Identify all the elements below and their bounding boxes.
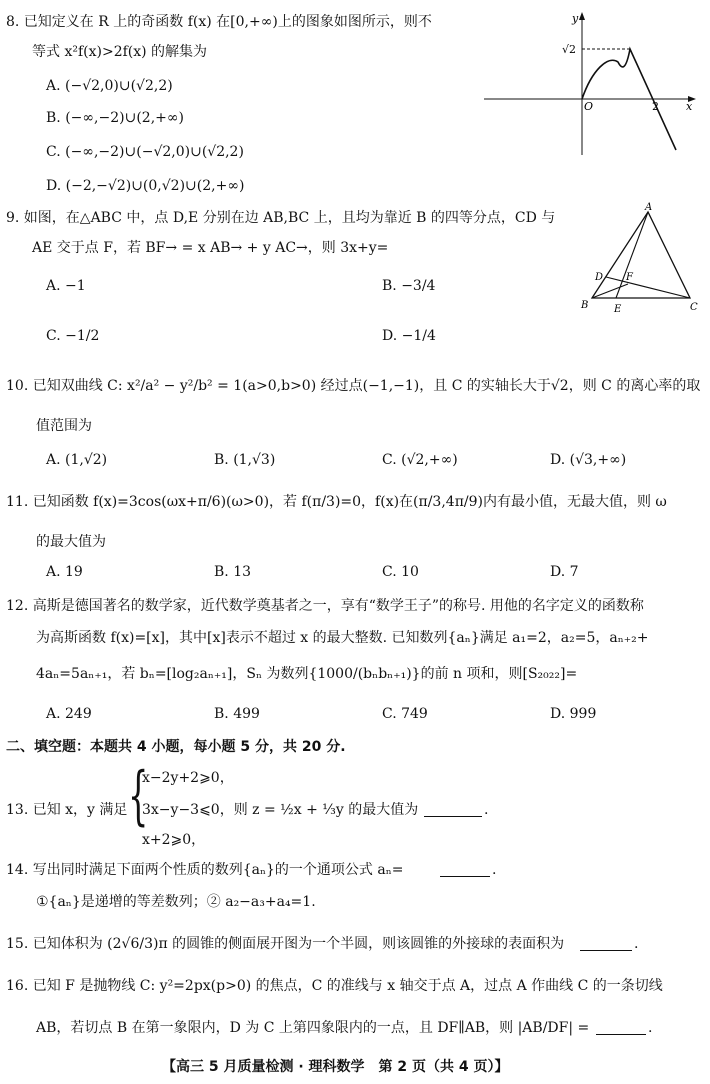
q10-option-a: A. (1,√2) [46,452,108,468]
point-b-label: B [581,300,589,311]
q16-period: . [648,1020,653,1036]
y-axis-label: y [572,12,579,25]
q13-brace: { [128,759,149,833]
page-footer: 【高三 5 月质量检测 · 理科数学 第 2 页（共 4 页）】 [162,1059,509,1075]
q12-line3: 4aₙ=5aₙ₊₁，若 bₙ=[log₂aₙ₊₁]，Sₙ 为数列{1000/(bₙbₙ₊₁)}的前 n 项和，则[S₂₀₂₂]= [36,666,578,682]
q13-answer-blank [424,802,482,817]
q12-line1: 12. 高斯是德国著名的数学家，近代数学奠基者之一，享有“数学王子”的称号. 用他的名字定义的函数称 [6,598,644,614]
q11-option-c: C. 10 [382,564,419,580]
q9-line2: AE 交于点 F，若 BF→ = x AB→ + y AC→，则 3x+y= [32,240,389,256]
q8-function-graph [480,10,698,160]
q13-period: . [484,802,489,818]
point-a-label: A [645,202,653,213]
point-d-label: D [595,272,604,283]
q12-option-b: B. 499 [214,706,260,722]
q11-option-d: D. 7 [550,564,579,580]
section-heading: 二、填空题：本题共 4 小题，每小题 5 分，共 20 分. [6,739,346,755]
q10-option-d: D. (√3,+∞) [550,452,627,468]
x-tick-label: 2 [652,100,659,113]
segment-ae [616,212,648,298]
x-axis-label: x [686,100,693,113]
q11-option-a: A. 19 [46,564,83,580]
q10-line2: 值范围为 [36,418,92,434]
q13-condition-2: 3x−y−3⩽0，则 z = ½x + ⅓y 的最大值为 [142,802,419,818]
y-tick-label: √2 [562,43,577,56]
q9-option-d: D. −1/4 [382,328,436,344]
y-axis-arrow [579,12,585,20]
q14-line1: 14. 写出同时满足下面两个性质的数列{aₙ}的一个通项公式 aₙ= [6,862,404,878]
q14-period: . [492,862,497,878]
q9-option-b: B. −3/4 [382,278,436,294]
q13-condition-1: x−2y+2⩾0， [142,770,234,786]
q8-option-a: A. (−√2,0)∪(√2,2) [46,78,173,94]
triangle-abc [592,212,690,298]
q9-option-c: C. −1/2 [46,328,100,344]
q9-triangle-figure [578,200,706,318]
q15-line1: 15. 已知体积为 (2√6/3)π 的圆锥的侧面展开图为一个半圆，则该圆锥的外接球的表面积为 [6,936,565,952]
segment-bf [592,284,628,298]
q11-line2: 的最大值为 [36,534,106,550]
q13-prefix: 13. 已知 x，y 满足 [6,802,128,818]
q12-option-a: A. 249 [46,706,92,722]
point-f-label: F [626,272,633,283]
q14-answer-blank [440,862,490,877]
q9-line1: 9. 如图，在△ABC 中，点 D,E 分别在边 AB,BC 上，且均为靠近 B 的四等分点，CD 与 [6,210,556,226]
q9-option-a: A. −1 [46,278,86,294]
q8-option-c: C. (−∞,−2)∪(−√2,0)∪(√2,2) [46,144,244,160]
q12-line2: 为高斯函数 f(x)=[x]，其中[x]表示不超过 x 的最大整数. 已知数列{aₙ}满足 a₁=2，a₂=5，aₙ₊₂+ [36,630,649,646]
q12-option-d: D. 999 [550,706,597,722]
q10-option-b: B. (1,√3) [214,452,276,468]
q16-line2: AB，若切点 B 在第一象限内，D 为 C 上第四象限内的一点，且 DF∥AB，则 |AB/DF| = [36,1020,590,1036]
q11-line1: 11. 已知函数 f(x)=3cos(ωx+π/6)(ω>0)，若 f(π/3)=0，f(x)在(π/3,4π/9)内有最小值，无最大值，则 ω [6,494,667,510]
q15-answer-blank [580,936,632,951]
point-c-label: C [690,302,698,313]
q8-line2: 等式 x²f(x)>2f(x) 的解集为 [32,44,208,60]
q14-line2: ①{aₙ}是递增的等差数列；② a₂−a₃+a₄=1. [36,894,316,910]
q16-line1: 16. 已知 F 是抛物线 C: y²=2px(p>0) 的焦点，C 的准线与 x 轴交于点 A，过点 A 作曲线 C 的一条切线 [6,978,663,994]
q8-option-d: D. (−2,−√2)∪(0,√2)∪(2,+∞) [46,178,245,194]
q10-option-c: C. (√2,+∞) [382,452,458,468]
q10-line1: 10. 已知双曲线 C: x²/a² − y²/b² = 1(a>0,b>0) 经过点(−1,−1)，且 C 的实轴长大于√2，则 C 的离心率的取 [6,378,701,394]
q8-line1: 8. 已知定义在 R 上的奇函数 f(x) 在[0,+∞)上的图象如图所示，则不 [6,14,432,30]
q15-period: . [634,936,639,952]
point-e-label: E [614,304,622,315]
q11-option-b: B. 13 [214,564,252,580]
q12-option-c: C. 749 [382,706,428,722]
q8-option-b: B. (−∞,−2)∪(2,+∞) [46,110,184,126]
q16-answer-blank [596,1020,646,1035]
q13-condition-3: x+2⩾0， [142,832,206,848]
origin-label: O [584,100,594,113]
